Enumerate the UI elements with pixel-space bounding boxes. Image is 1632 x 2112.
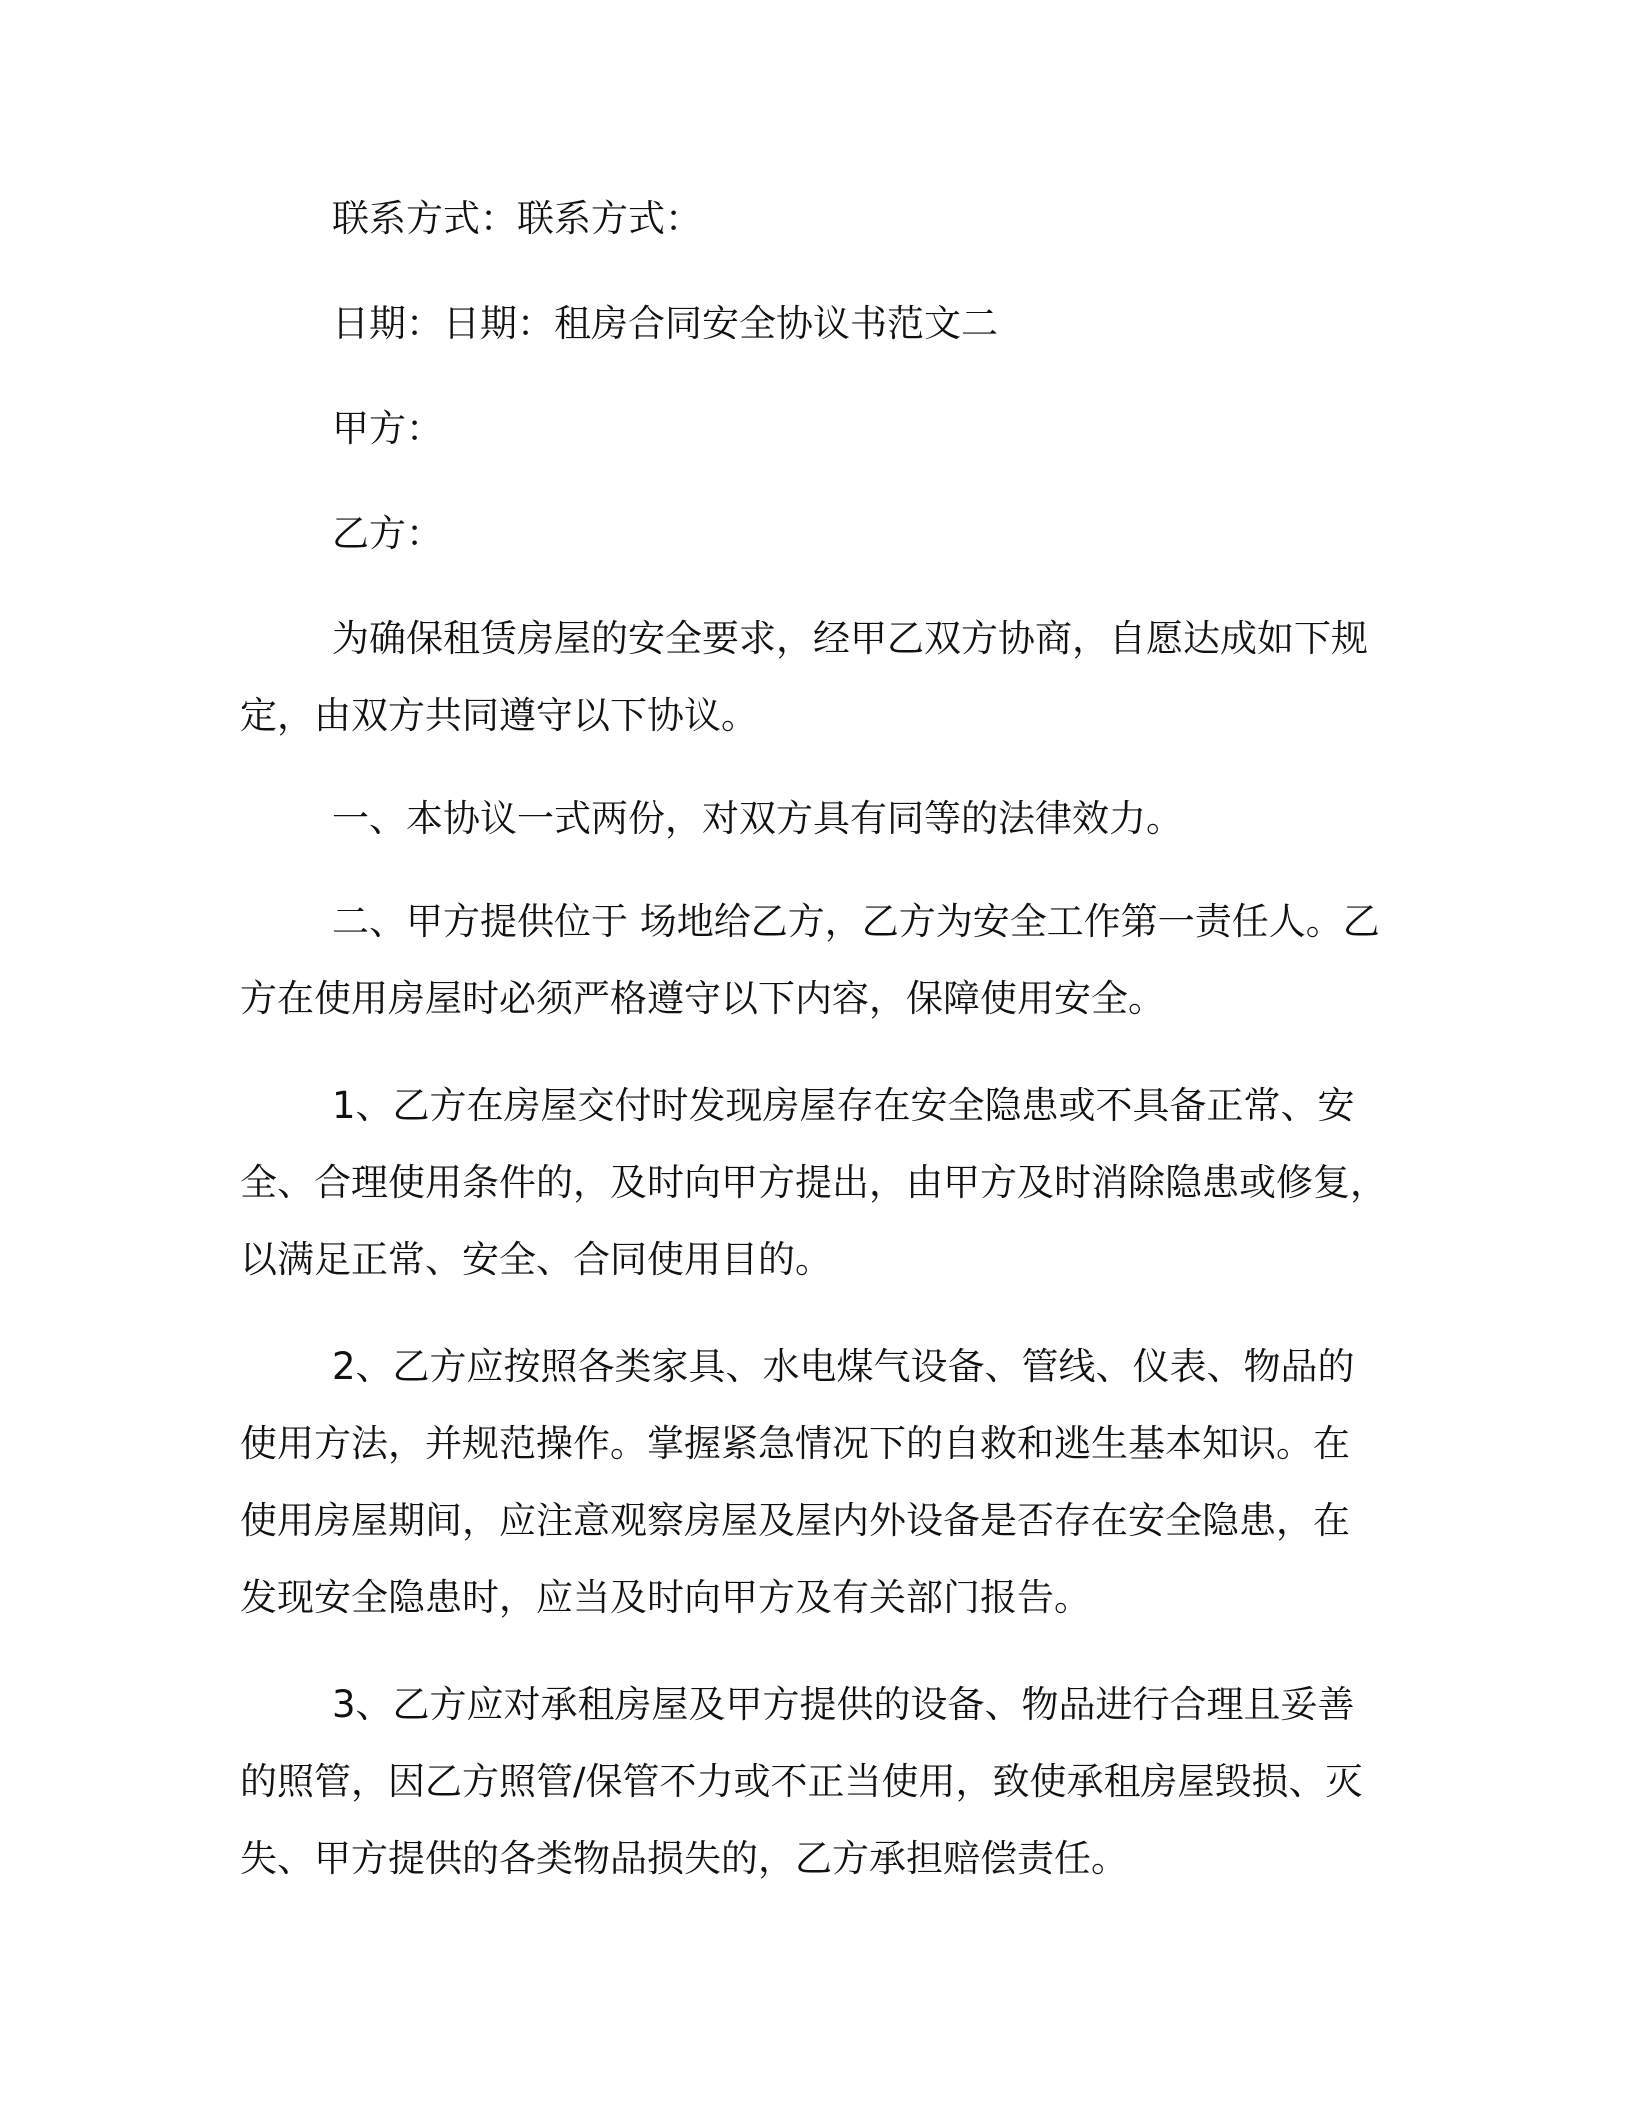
paragraph-line: 使用方法，并规范操作。掌握紧急情况下的自救和逃生基本知识。在	[240, 1422, 1350, 1465]
date-title-line: 日期：日期：租房合同安全协议书范文二	[332, 302, 998, 345]
item-1-paragraph	[240, 1067, 1387, 1298]
contact-line: 联系方式：联系方式：	[332, 197, 702, 240]
paragraph-line: 的照管，因乙方照管/保管不力或不正当使用，致使承租房屋毁损、灭	[240, 1760, 1363, 1803]
intro-paragraph	[240, 600, 1380, 754]
paragraph-line: 一、本协议一式两份，对双方具有同等的法律效力。	[332, 797, 1183, 840]
paragraph-line: 全、合理使用条件的，及时向甲方提出，由甲方及时消除隐患或修复，	[240, 1161, 1387, 1204]
party-b-line: 乙方：	[332, 512, 443, 555]
item-2-paragraph	[240, 1328, 1380, 1636]
party-a-line: 甲方：	[332, 407, 443, 450]
paragraph-line: 失、甲方提供的各类物品损失的，乙方承担赔偿责任。	[240, 1837, 1128, 1880]
paragraph-line: 3、乙方应对承租房屋及甲方提供的设备、物品进行合理且妥善	[332, 1683, 1355, 1726]
paragraph-line: 二、甲方提供位于 场地给乙方，乙方为安全工作第一责任人。乙	[332, 900, 1380, 943]
paragraph-line: 为确保租赁房屋的安全要求，经甲乙双方协商，自愿达成如下规	[332, 617, 1368, 660]
paragraph-line: 定，由双方共同遵守以下协议。	[240, 694, 758, 737]
item-3-paragraph	[240, 1666, 1380, 1897]
paragraph-line: 以满足正常、安全、合同使用目的。	[240, 1238, 832, 1281]
paragraph-line: 1、乙方在房屋交付时发现房屋存在安全隐患或不具备正常、安	[332, 1084, 1355, 1127]
paragraph-line: 2、乙方应按照各类家具、水电煤气设备、管线、仪表、物品的	[332, 1345, 1355, 1388]
paragraph-line: 发现安全隐患时，应当及时向甲方及有关部门报告。	[240, 1576, 1091, 1619]
paragraph-line: 使用房屋期间，应注意观察房屋及屋内外设备是否存在安全隐患，在	[240, 1499, 1350, 1542]
document-body	[240, 180, 1387, 1897]
paragraph-line: 方在使用房屋时必须严格遵守以下内容，保障使用安全。	[240, 977, 1165, 1020]
clause-2-paragraph	[240, 883, 1380, 1037]
clause-1-paragraph	[240, 780, 1380, 857]
